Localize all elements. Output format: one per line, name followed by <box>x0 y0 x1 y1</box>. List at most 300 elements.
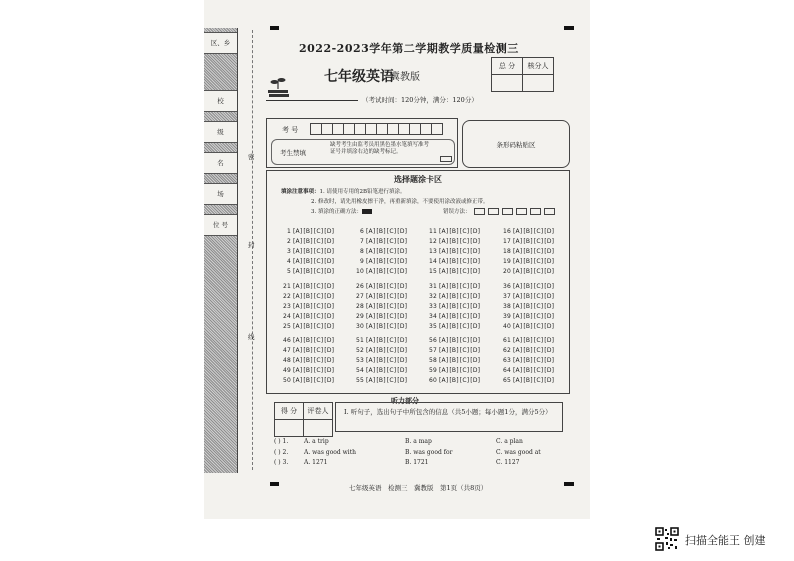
answer-bubble[interactable]: [C] <box>533 283 544 290</box>
answer-bubble[interactable]: [B] <box>449 268 459 275</box>
answer-bubble[interactable]: [D] <box>324 228 335 235</box>
notice-line-3: 3. 填涂的正确方法： <box>311 209 362 215</box>
answer-bubble[interactable]: [C] <box>459 323 470 330</box>
answer-bubble[interactable]: [B] <box>303 238 313 245</box>
answer-bubble[interactable]: [D] <box>470 258 481 265</box>
answer-bubble[interactable]: [B] <box>376 337 386 344</box>
answer-bubble[interactable]: [B] <box>523 337 533 344</box>
question-row <box>499 248 555 255</box>
answer-bubble[interactable]: [B] <box>523 367 533 374</box>
answer-bubble[interactable]: [D] <box>397 258 408 265</box>
answer-bubble[interactable]: [C] <box>313 367 324 374</box>
answer-bubble[interactable]: [A] <box>513 293 523 300</box>
answer-bubble[interactable]: [A] <box>366 283 376 290</box>
answer-bubble[interactable]: [B] <box>449 248 459 255</box>
answer-bubble[interactable]: [D] <box>324 337 335 344</box>
question-number: 33 <box>428 303 437 310</box>
answer-bubble[interactable]: [A] <box>293 313 303 320</box>
score-cell[interactable] <box>275 420 304 437</box>
score-checker-cell[interactable] <box>523 75 554 92</box>
answer-bubble[interactable]: [B] <box>523 303 533 310</box>
answer-bubble[interactable]: [D] <box>397 248 408 255</box>
answer-bubble[interactable]: [A] <box>513 283 523 290</box>
answer-bubble[interactable]: [B] <box>376 283 386 290</box>
answer-bubble[interactable]: [C] <box>386 293 397 300</box>
answer-bubble[interactable]: [A] <box>366 228 376 235</box>
answer-bubble[interactable]: [C] <box>459 268 470 275</box>
question-number: 8 <box>359 248 364 255</box>
answer-bubble[interactable]: [D] <box>470 228 481 235</box>
answer-bubble[interactable]: [D] <box>470 248 481 255</box>
answer-bubble[interactable]: [D] <box>544 283 555 290</box>
answer-bubble[interactable]: [C] <box>459 228 470 235</box>
question-number: 25 <box>282 323 291 330</box>
answer-bubble[interactable]: [A] <box>439 268 449 275</box>
answer-bubble[interactable]: [A] <box>439 357 449 364</box>
answer-bubble[interactable]: [D] <box>544 337 555 344</box>
answer-bubble[interactable]: [B] <box>523 268 533 275</box>
answer-bubble[interactable]: [C] <box>459 238 470 245</box>
answer-bubble[interactable]: [C] <box>459 293 470 300</box>
answer-bubble[interactable]: [B] <box>303 367 313 374</box>
answer-bubble[interactable]: [C] <box>459 367 470 374</box>
answer-bubble[interactable]: [D] <box>324 258 335 265</box>
answer-bubble[interactable]: [C] <box>459 303 470 310</box>
answer-bubble[interactable]: [C] <box>533 323 544 330</box>
answer-bubble[interactable]: [A] <box>293 238 303 245</box>
answer-bubble[interactable]: [C] <box>386 283 397 290</box>
question-number: 3 <box>286 248 291 255</box>
answer-bubble[interactable]: [D] <box>324 323 335 330</box>
binding-field-label: 位 号 <box>204 214 237 236</box>
answer-bubble[interactable]: [D] <box>544 323 555 330</box>
answer-bubble[interactable]: [A] <box>513 313 523 320</box>
answer-bubble[interactable]: [A] <box>513 303 523 310</box>
answer-bubble[interactable]: [C] <box>313 323 324 330</box>
score-table <box>491 57 554 92</box>
answer-bubble[interactable]: [A] <box>366 367 376 374</box>
answer-bubble[interactable]: [C] <box>459 313 470 320</box>
answer-bubble[interactable]: [C] <box>386 248 397 255</box>
answer-bubble[interactable]: [C] <box>533 313 544 320</box>
answer-bubble[interactable]: [D] <box>544 258 555 265</box>
answer-bubble[interactable]: [B] <box>523 258 533 265</box>
answer-bubble[interactable]: [C] <box>313 347 324 354</box>
answer-bubble[interactable]: [B] <box>449 228 459 235</box>
answer-bubble[interactable]: [A] <box>293 303 303 310</box>
answer-bubble[interactable]: [A] <box>366 303 376 310</box>
answer-bubble[interactable]: [C] <box>459 258 470 265</box>
answer-bubble[interactable]: [B] <box>303 303 313 310</box>
answer-bubble[interactable]: [C] <box>533 357 544 364</box>
answer-bubble[interactable]: [D] <box>324 293 335 300</box>
answer-bubble[interactable]: [A] <box>439 303 449 310</box>
answer-bubble[interactable]: [B] <box>523 347 533 354</box>
answer-bubble[interactable]: [B] <box>523 323 533 330</box>
answer-bubble[interactable]: [C] <box>533 367 544 374</box>
answer-paren[interactable]: ( ) 2. <box>274 449 289 456</box>
answer-bubble[interactable]: [D] <box>397 357 408 364</box>
question-number: 49 <box>282 367 291 374</box>
wrong-fill-example <box>502 208 513 215</box>
absence-mark-box[interactable] <box>440 156 452 162</box>
answer-bubble[interactable]: [A] <box>513 238 523 245</box>
barcode-area <box>462 120 570 168</box>
answer-bubble[interactable]: [C] <box>313 377 324 384</box>
answer-bubble[interactable]: [B] <box>449 323 459 330</box>
answer-bubble[interactable]: [A] <box>439 367 449 374</box>
wrong-fill-example <box>516 208 527 215</box>
answer-bubble[interactable]: [B] <box>449 377 459 384</box>
answer-bubble[interactable]: [D] <box>470 313 481 320</box>
question-row <box>352 347 408 354</box>
answer-bubble[interactable]: [B] <box>376 293 386 300</box>
answer-bubble[interactable]: [A] <box>366 323 376 330</box>
answer-bubble[interactable]: [C] <box>533 377 544 384</box>
answer-bubble[interactable]: [C] <box>313 357 324 364</box>
answer-bubble[interactable]: [B] <box>303 258 313 265</box>
answer-bubble[interactable]: [C] <box>533 238 544 245</box>
answer-bubble[interactable]: [A] <box>293 323 303 330</box>
question-number: 10 <box>355 268 364 275</box>
answer-bubble[interactable]: [B] <box>376 313 386 320</box>
answer-bubble[interactable]: [C] <box>459 347 470 354</box>
answer-bubble[interactable]: [C] <box>533 337 544 344</box>
answer-bubble[interactable]: [A] <box>439 258 449 265</box>
answer-bubble[interactable]: [D] <box>324 248 335 255</box>
answer-bubble[interactable]: [B] <box>376 367 386 374</box>
answer-bubble[interactable]: [C] <box>533 248 544 255</box>
question-row <box>279 228 335 235</box>
answer-bubble[interactable]: [B] <box>523 313 533 320</box>
wrong-method-examples <box>443 207 555 215</box>
question-number: 37 <box>502 293 511 300</box>
answer-bubble[interactable]: [D] <box>544 357 555 364</box>
answer-bubble[interactable]: [B] <box>449 313 459 320</box>
answer-bubble[interactable]: [B] <box>376 248 386 255</box>
answer-bubble[interactable]: [C] <box>386 367 397 374</box>
answer-bubble[interactable]: [D] <box>397 268 408 275</box>
answer-bubble[interactable]: [D] <box>544 367 555 374</box>
answer-bubble[interactable]: [D] <box>324 367 335 374</box>
answer-bubble[interactable]: [B] <box>303 323 313 330</box>
question-number: 40 <box>502 323 511 330</box>
answer-bubble[interactable]: [A] <box>366 377 376 384</box>
question-number: 31 <box>428 283 437 290</box>
answer-bubble[interactable]: [C] <box>459 357 470 364</box>
scanned-page <box>204 0 590 519</box>
answer-bubble[interactable]: [B] <box>303 377 313 384</box>
answer-bubble[interactable]: [B] <box>449 357 459 364</box>
subject-title: 七年级英语 <box>324 69 394 85</box>
answer-bubble[interactable]: [A] <box>513 248 523 255</box>
answer-bubble[interactable]: [C] <box>533 268 544 275</box>
answer-bubble[interactable]: [D] <box>470 268 481 275</box>
question-number: 56 <box>428 337 437 344</box>
answer-bubble[interactable]: [D] <box>544 303 555 310</box>
answer-bubble[interactable]: [B] <box>303 357 313 364</box>
registration-mark <box>270 26 279 30</box>
answer-bubble[interactable]: [D] <box>544 377 555 384</box>
answer-bubble[interactable]: [D] <box>470 303 481 310</box>
answer-bubble[interactable]: [B] <box>303 248 313 255</box>
answer-bubble[interactable]: [A] <box>293 258 303 265</box>
answer-bubble[interactable]: [B] <box>449 258 459 265</box>
answer-bubble[interactable]: [D] <box>397 238 408 245</box>
answer-bubble[interactable]: [B] <box>523 357 533 364</box>
question-number: 17 <box>502 238 511 245</box>
answer-bubble[interactable]: [A] <box>293 367 303 374</box>
answer-bubble[interactable]: [B] <box>523 228 533 235</box>
answer-bubble[interactable]: [C] <box>386 313 397 320</box>
answer-bubble[interactable]: [C] <box>313 313 324 320</box>
question-row <box>499 283 555 290</box>
answer-bubble[interactable]: [D] <box>470 377 481 384</box>
answer-bubble[interactable]: [A] <box>293 377 303 384</box>
answer-bubble[interactable]: [C] <box>533 228 544 235</box>
answer-bubble[interactable]: [B] <box>376 228 386 235</box>
answer-bubble[interactable]: [A] <box>439 323 449 330</box>
question-number: 22 <box>282 293 291 300</box>
binding-column <box>204 28 238 473</box>
answer-bubble[interactable]: [A] <box>439 238 449 245</box>
total-score-cell[interactable] <box>492 75 523 92</box>
answer-bubble[interactable]: [D] <box>397 377 408 384</box>
answer-bubble[interactable]: [C] <box>533 258 544 265</box>
answer-bubble[interactable]: [D] <box>544 248 555 255</box>
question-number: 57 <box>428 347 437 354</box>
answer-bubble[interactable]: [C] <box>459 248 470 255</box>
answer-bubble[interactable]: [C] <box>533 347 544 354</box>
answer-bubble[interactable]: [A] <box>293 283 303 290</box>
answer-bubble[interactable]: [C] <box>386 303 397 310</box>
answer-bubble[interactable]: [C] <box>313 228 324 235</box>
answer-bubble[interactable]: [B] <box>449 347 459 354</box>
answer-bubble[interactable]: [C] <box>386 268 397 275</box>
answer-bubble[interactable]: [A] <box>439 283 449 290</box>
answer-bubble[interactable]: [C] <box>386 357 397 364</box>
answer-bubble[interactable]: [B] <box>376 357 386 364</box>
answer-bubble[interactable]: [C] <box>386 337 397 344</box>
answer-bubble[interactable]: [A] <box>366 248 376 255</box>
answer-bubble[interactable]: [D] <box>544 347 555 354</box>
answer-bubble[interactable]: [A] <box>293 248 303 255</box>
question-row <box>425 337 481 344</box>
answer-bubble[interactable]: [B] <box>376 347 386 354</box>
answer-bubble[interactable]: [D] <box>324 303 335 310</box>
answer-paren[interactable]: ( ) 3. <box>274 459 289 466</box>
answer-bubble[interactable]: [D] <box>397 293 408 300</box>
choice-option: B. a map <box>405 438 432 445</box>
answer-bubble[interactable]: [D] <box>324 357 335 364</box>
answer-bubble[interactable]: [C] <box>313 248 324 255</box>
answer-bubble[interactable]: [C] <box>386 347 397 354</box>
answer-bubble[interactable]: [B] <box>303 268 313 275</box>
answer-bubble[interactable]: [D] <box>470 238 481 245</box>
answer-bubble[interactable]: [A] <box>366 268 376 275</box>
answer-bubble[interactable]: [A] <box>513 347 523 354</box>
answer-bubble[interactable]: [C] <box>386 377 397 384</box>
question-row <box>279 293 335 300</box>
exam-number-cell[interactable] <box>431 123 443 135</box>
answer-bubble[interactable]: [C] <box>459 283 470 290</box>
answer-bubble[interactable]: [A] <box>293 357 303 364</box>
answer-bubble[interactable]: [A] <box>366 238 376 245</box>
answer-bubble[interactable]: [C] <box>313 303 324 310</box>
answer-bubble[interactable]: [A] <box>366 337 376 344</box>
question-number: 6 <box>359 228 364 235</box>
brand-label: 扫描全能王 创建 <box>685 534 766 547</box>
answer-bubble[interactable]: [D] <box>324 347 335 354</box>
answer-bubble[interactable]: [A] <box>366 357 376 364</box>
answer-bubble[interactable]: [B] <box>523 293 533 300</box>
answer-bubble[interactable]: [A] <box>513 258 523 265</box>
answer-bubble[interactable]: [B] <box>303 337 313 344</box>
question-row <box>425 367 481 374</box>
answer-bubble[interactable]: [A] <box>439 228 449 235</box>
answer-bubble[interactable]: [D] <box>324 238 335 245</box>
score-label: 得 分 <box>275 403 304 420</box>
answer-bubble[interactable]: [D] <box>397 313 408 320</box>
answer-bubble[interactable]: [B] <box>449 238 459 245</box>
answer-bubble[interactable]: [C] <box>313 258 324 265</box>
answer-bubble[interactable]: [A] <box>366 293 376 300</box>
answer-bubble[interactable]: [A] <box>513 268 523 275</box>
answer-bubble[interactable]: [B] <box>376 377 386 384</box>
answer-paren[interactable]: ( ) 1. <box>274 438 289 445</box>
answer-bubble[interactable]: [B] <box>376 323 386 330</box>
answer-bubble[interactable]: [D] <box>544 313 555 320</box>
question-row <box>425 238 481 245</box>
answer-bubble[interactable]: [D] <box>470 283 481 290</box>
question-number: 30 <box>355 323 364 330</box>
answer-bubble[interactable]: [A] <box>293 347 303 354</box>
answer-bubble[interactable]: [C] <box>459 377 470 384</box>
answer-bubble[interactable]: [D] <box>544 268 555 275</box>
answer-bubble[interactable]: [C] <box>533 303 544 310</box>
answer-bubble[interactable]: [A] <box>513 357 523 364</box>
answer-bubble[interactable]: [A] <box>439 313 449 320</box>
answer-bubble[interactable]: [D] <box>324 283 335 290</box>
answer-bubble[interactable]: [D] <box>470 323 481 330</box>
answer-bubble[interactable]: [C] <box>533 293 544 300</box>
answer-bubble[interactable]: [C] <box>313 293 324 300</box>
answer-bubble[interactable]: [C] <box>313 283 324 290</box>
answer-bubble[interactable]: [C] <box>313 268 324 275</box>
answer-bubble[interactable]: [D] <box>397 347 408 354</box>
wrong-fill-example <box>474 208 485 215</box>
answer-bubble[interactable]: [D] <box>470 337 481 344</box>
answer-bubble[interactable]: [D] <box>470 367 481 374</box>
answer-bubble[interactable]: [A] <box>293 337 303 344</box>
answer-bubble[interactable]: [B] <box>376 268 386 275</box>
answer-bubble[interactable]: [D] <box>470 347 481 354</box>
answer-bubble[interactable]: [C] <box>313 238 324 245</box>
answer-bubble[interactable]: [A] <box>513 367 523 374</box>
answer-bubble[interactable]: [B] <box>523 248 533 255</box>
answer-bubble[interactable]: [B] <box>449 337 459 344</box>
answer-bubble[interactable]: [B] <box>449 283 459 290</box>
answer-bubble[interactable]: [A] <box>366 258 376 265</box>
answer-bubble[interactable]: [B] <box>449 293 459 300</box>
wrong-method-label: 错误方法： <box>443 209 471 215</box>
answer-bubble[interactable]: [A] <box>366 347 376 354</box>
answer-bubble[interactable]: [B] <box>376 303 386 310</box>
answer-bubble[interactable]: [A] <box>439 347 449 354</box>
answer-bubble[interactable]: [B] <box>303 293 313 300</box>
reviewer-cell[interactable] <box>304 420 333 437</box>
answer-bubble[interactable]: [C] <box>459 337 470 344</box>
answer-bubble[interactable]: [A] <box>293 293 303 300</box>
answer-bubble[interactable]: [D] <box>397 367 408 374</box>
answer-bubble[interactable]: [A] <box>513 337 523 344</box>
answer-bubble[interactable]: [B] <box>303 313 313 320</box>
answer-bubble[interactable]: [A] <box>439 293 449 300</box>
answer-bubble[interactable]: [C] <box>386 228 397 235</box>
answer-bubble[interactable]: [A] <box>439 377 449 384</box>
question-row <box>425 258 481 265</box>
answer-bubble[interactable]: [B] <box>303 228 313 235</box>
answer-bubble[interactable]: [D] <box>324 377 335 384</box>
answer-bubble[interactable]: [B] <box>376 238 386 245</box>
answer-bubble[interactable]: [B] <box>376 258 386 265</box>
answer-bubble[interactable]: [B] <box>523 238 533 245</box>
question-row <box>499 367 555 374</box>
answer-bubble[interactable]: [D] <box>544 238 555 245</box>
answer-bubble[interactable]: [D] <box>544 228 555 235</box>
listening-instruction: I. 听句子，选出句子中所包含的信息（共5小题；每小题1分，满分5分） <box>344 408 552 416</box>
exam-number-cells[interactable] <box>311 123 443 135</box>
answer-bubble[interactable]: [D] <box>397 303 408 310</box>
answer-bubble[interactable]: [B] <box>303 283 313 290</box>
answer-bubble[interactable]: [A] <box>513 228 523 235</box>
answer-bubble[interactable]: [D] <box>324 313 335 320</box>
answer-bubble[interactable]: [C] <box>313 337 324 344</box>
answer-bubble[interactable]: [D] <box>397 283 408 290</box>
binding-field-label: 场 <box>204 183 237 205</box>
answer-bubble[interactable]: [B] <box>523 283 533 290</box>
answer-bubble[interactable]: [B] <box>523 377 533 384</box>
answer-bubble[interactable]: [B] <box>449 303 459 310</box>
answer-bubble[interactable]: [A] <box>439 337 449 344</box>
answer-bubble[interactable]: [A] <box>513 323 523 330</box>
answer-bubble[interactable]: [A] <box>366 313 376 320</box>
answer-bubble[interactable]: [A] <box>293 268 303 275</box>
answer-bubble[interactable]: [D] <box>470 293 481 300</box>
answer-bubble[interactable]: [A] <box>513 377 523 384</box>
answer-bubble[interactable]: [A] <box>293 228 303 235</box>
correct-fill-example <box>362 209 372 214</box>
question-row <box>499 293 555 300</box>
answer-bubble[interactable]: [C] <box>386 238 397 245</box>
wrong-fill-example <box>530 208 541 215</box>
seal-dashed-line <box>252 30 253 470</box>
answer-bubble[interactable]: [D] <box>397 337 408 344</box>
answer-bubble[interactable]: [C] <box>386 323 397 330</box>
answer-bubble[interactable]: [D] <box>397 228 408 235</box>
candidate-info-box <box>266 118 458 168</box>
answer-bubble[interactable]: [B] <box>303 347 313 354</box>
question-number: 51 <box>355 337 364 344</box>
answer-bubble[interactable]: [B] <box>449 367 459 374</box>
answer-bubble[interactable]: [C] <box>386 258 397 265</box>
answer-bubble[interactable]: [A] <box>439 248 449 255</box>
answer-bubble[interactable]: [D] <box>544 293 555 300</box>
question-row <box>352 367 408 374</box>
answer-bubble[interactable]: [D] <box>470 357 481 364</box>
answer-bubble[interactable]: [D] <box>397 323 408 330</box>
answer-bubble[interactable]: [D] <box>324 268 335 275</box>
